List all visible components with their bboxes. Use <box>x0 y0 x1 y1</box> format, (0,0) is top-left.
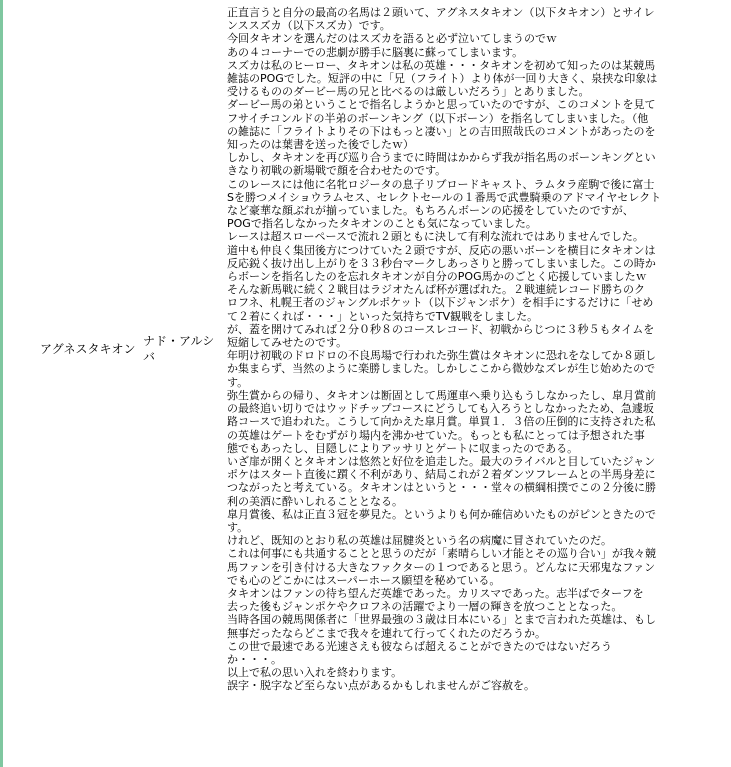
comment-line: 誤字・脱字など至らない点があるかもしれませんがご容赦を。 <box>227 679 535 693</box>
author-name: ナド・アルシバ <box>143 334 215 365</box>
comment-line: 正直言うと自分の最高の名馬は２頭いて、アグネスタキオン（以下タキオン）とサイレ <box>227 6 655 19</box>
comment-line: す。 <box>227 375 249 389</box>
comment-line: 路コースで追われた。こうして向かえた皐月賞。単買１．３倍の圧倒的に支持された私 <box>227 415 656 429</box>
comment-line: タキオンはファンの待ち望んだ英雄であった。カリスマであった。志半ばでターフを <box>227 586 644 600</box>
comment-line: 態でもあったし、目隠しによりアッサリとゲートに収まったのである。 <box>227 441 579 455</box>
comment-line: か・・・。 <box>227 652 282 666</box>
comment-line: が、蓋を開けてみれば２分０秒８のコースレコード、初戦からじつに３秒５もタイムを <box>227 322 655 336</box>
comment-line: 受けるもののダービー馬の兄と比べるのは厳しいだろう」とありました。 <box>227 85 590 99</box>
comment-line: て２着にくれば・・・」といった気持ちでTV観戦をしました。 <box>227 309 539 323</box>
comment-line: 短縮してみせたのです。 <box>227 336 348 350</box>
comment-line: ンススズカ（以下スズカ）です。 <box>227 19 391 33</box>
comment-line: ダービー馬の弟ということで指名しようかと思っていたのですが、このコメントを見て <box>227 98 656 112</box>
comment-line: この世で最速である光速さえも彼ならば超えることができたのではないだろう <box>227 639 612 653</box>
comment-line: けれど、既知のとおり私の英雄は屈腱炎という名の病魔に冒されていたのだ。 <box>227 534 612 548</box>
comment-line: でも心のどこかにはスーパーホース願望を秘めている。 <box>227 573 501 587</box>
comment-line: レースは超スローペースで流れ２頭ともに決して有利な流れではありませんでした。 <box>227 230 644 244</box>
comment-line: 反応鋭く抜け出し上がりを３３秒台マークしあっさりと勝ってしまいました。この時か <box>227 256 656 270</box>
comment-line: 利の美酒に酔いしれることとなる。 <box>227 494 403 508</box>
comment-line: 道中も仲良く集団後方につけていた２頭ですが、反応の悪いボーンを横目にタキオンは <box>227 243 656 257</box>
ranking-entry-row <box>3 0 731 697</box>
comment-line: POGで指名しなかったタキオンのことも気になっていました。 <box>227 217 537 231</box>
comment-line: そんな新馬戦に続く２戦目はラジオたんぱ杯が選ばれた。２戦連続レコード勝ちのク <box>227 283 645 297</box>
comment-line: このレースには他に名牝ロジータの息子リブロードキャスト、ラムタラ産駒で後に富士 <box>227 177 655 191</box>
comment-line: あの４コーナーでの悲劇が勝手に脳裏に蘇ってしまいます。 <box>227 45 524 59</box>
comment-line: 皐月賞後、私は正直３冠を夢見た。というよりも何か確信めいたものがピンときたので <box>227 507 656 521</box>
comment-line: これは何事にも共通することと思うのだが「素晴らしい才能とその巡り合い」が我々競 <box>227 547 656 561</box>
comment-line: つながったと考えている。タキオンはというと・・・堂々の横綱相撲でこの２分後に勝 <box>227 481 656 495</box>
comment-line: 以上で私の思い入れを終わります。 <box>227 666 403 680</box>
comment-line: の雑誌に「フライトよりその下はもっと凄い」との吉田照哉氏のコメントがあったのを <box>227 124 656 138</box>
comment-line: スズカは私のヒーロー、タキオンは私の英雄・・・タキオンを初めて知ったのは某競馬 <box>227 58 656 72</box>
comment-line: す。 <box>227 520 249 534</box>
comment-line: フサイチコンルドの半弟のボーンキング（以下ボーン）を指名してしまいました。（他 <box>227 111 649 125</box>
comment-line: しかし、タキオンを再び巡り合うまでに時間はかからず我が指名馬のボーンキングとい <box>227 151 656 165</box>
horse-name: アグネスタキオン <box>40 341 136 356</box>
comment-line: など豪華な顔ぶれが揃っていました。もちろんボーンの応援をしていたのですが、 <box>227 204 634 218</box>
comment-line: 無事だったならどこまで我々を連れて行ってくれたのだろうか。 <box>227 626 546 640</box>
comment-lines <box>227 6 725 693</box>
comment-line: 今回タキオンを選んだのはスズカを語ると必ず泣いてしまうのでｗ <box>227 32 557 46</box>
comment-line: 年明け初戦のドロドロの不良馬場で行われた弥生賞はタキオンに恐れをなしてか８頭し <box>227 349 656 363</box>
comment-line: 馬ファンを引き付ける大きなファクターの１つであると思う。どんなに天邪鬼なファン <box>227 560 656 574</box>
comment-line: いざ扉が開くとタキオンは悠然と好位を追走した。最大のライバルと目していたジャン <box>227 454 656 468</box>
comment-line: の最終追い切りではウッドチップコースにどうしても入ろうとしなかったため、急遽坂 <box>227 402 654 416</box>
comment-line: か集まらず、当然のように楽勝しました。しかしここから微妙なズレが生じ始めたので <box>227 362 656 376</box>
comment-line: 当時各国の競馬関係者に「世界最強の３歳は日本にいる」とまで言われた英雄は、もし <box>227 613 656 627</box>
comment-text <box>219 0 731 697</box>
comment-line: Sを勝つメイショウラムセス、セレクトセールの１番馬で武豊騎乗のアドマイヤセレクト <box>227 190 662 204</box>
comment-line: きなり初戦の新場戦で顔を合わせたのです。 <box>227 164 447 178</box>
comment-line: の英雄はゲートをむずがり場内を沸かせていた。もっとも私にとっては予想された事 <box>227 428 645 442</box>
comment-line: ポケはスタート直後に躓く不利があり、結局これが２着ダンツフレームとの半馬身差に <box>227 468 656 482</box>
comment-line: 知ったのは葉書を送った後でしたｗ） <box>227 138 414 152</box>
comment-line: らボーンを指名したのを忘れタキオンが自分のPOG馬かのごとく応援していましたｗ <box>227 270 647 284</box>
comment-line: ロフネ、札幌王者のジャングルポケット（以下ジャンポケ）を相手にするだけに「せめ <box>227 296 654 310</box>
comment-line: 弥生賞からの帰り、タキオンは断固として馬運車へ乗り込もうしなかったし、皐月賞前 <box>227 388 656 402</box>
comment-line: 去った後もジャンポケやクロフネの活躍でより一層の輝きを放つこととなった。 <box>227 600 623 614</box>
comment-line: 雑誌のPOGでした。短評の中に「兄（フライト）より体が一回り大きく、泉挟な印象は <box>227 72 658 86</box>
